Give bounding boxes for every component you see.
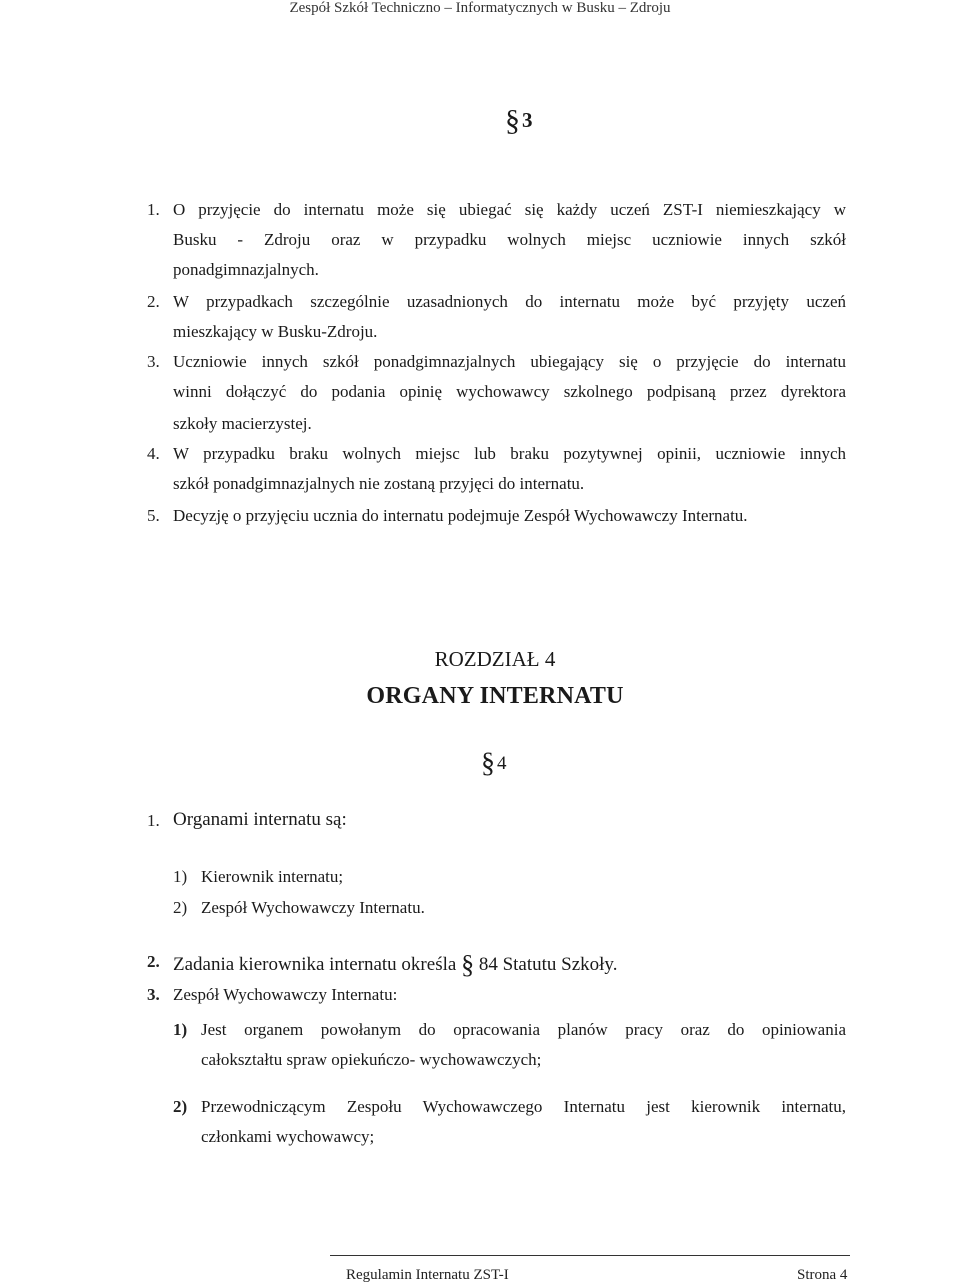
list-number: 4. bbox=[147, 444, 160, 463]
list-number: 1. bbox=[147, 811, 160, 830]
list-item-line: szkoły macierzystej. bbox=[173, 414, 312, 433]
section-3-heading bbox=[505, 104, 533, 138]
list-item-line: Uczniowie innych szkół ponadgimnazjalnych ubiegający się o przyjęcie do internatu bbox=[173, 352, 846, 371]
sublist-number: 2) bbox=[173, 898, 188, 917]
section-symbol: § bbox=[505, 104, 520, 137]
list-item-line: winni dołączyć do podania opinię wychowawcy szkolnego podpisaną przez dyrektora bbox=[173, 382, 846, 401]
chapter-name: ORGANY INTERNATU bbox=[366, 683, 624, 709]
sublist-item-line: Przewodniczącym Zespołu Wychowawczego Internatu jest kierownik internatu, bbox=[201, 1097, 846, 1116]
list-number: 5. bbox=[147, 506, 160, 525]
list-item-line: O przyjęcie do internatu może się ubiegać się każdy uczeń ZST-I niemieszkający w bbox=[173, 200, 846, 219]
list-item-line: szkół ponadgimnazjalnych nie zostaną przyjęci do internatu. bbox=[173, 474, 585, 493]
list-item-line: Organami internatu są: bbox=[173, 809, 347, 830]
footer-page-number: Strona 4 bbox=[797, 1267, 848, 1283]
page-header bbox=[0, 0, 960, 17]
section-number: 3 bbox=[522, 108, 533, 132]
sublist-number: 1) bbox=[173, 867, 188, 886]
item-text: Zadania kierownika internatu określa bbox=[173, 954, 457, 975]
list-item-line: Busku - Zdroju oraz w przypadku wolnych miejsc uczniowie innych szkół bbox=[173, 230, 846, 249]
list-number: 3. bbox=[147, 985, 160, 1004]
list-number: 2. bbox=[147, 952, 160, 971]
list-item-line: ponadgimnazjalnych. bbox=[173, 260, 319, 279]
list-item-line: Zespół Wychowawczy Internatu: bbox=[173, 985, 398, 1004]
footer-divider bbox=[330, 1255, 850, 1256]
section-symbol: § bbox=[461, 950, 475, 979]
sublist-number: 2) bbox=[173, 1097, 188, 1116]
list-item-line bbox=[173, 950, 617, 980]
list-number: 2. bbox=[147, 292, 160, 311]
item-text: 84 Statutu Szkoły. bbox=[478, 954, 618, 975]
chapter-title: ROZDZIAŁ 4 bbox=[434, 647, 556, 671]
section-number: 4 bbox=[497, 753, 507, 774]
list-item-line: W przypadku braku wolnych miejsc lub braku pozytywnej opinii, uczniowie innych bbox=[173, 444, 846, 463]
list-item-line: W przypadkach szczególnie uzasadnionych do internatu może być przyjęty uczeń bbox=[173, 292, 846, 311]
list-number: 1. bbox=[147, 200, 160, 219]
header-title: Zespół Szkół Techniczno – Informatycznych w Busku – Zdroju bbox=[289, 0, 671, 16]
list-number: 3. bbox=[147, 352, 160, 371]
sublist-number: 1) bbox=[173, 1020, 188, 1039]
sublist-item-line: całokształtu spraw opiekuńczo- wychowawczych; bbox=[201, 1050, 542, 1069]
sublist-item: Kierownik internatu; bbox=[201, 867, 344, 886]
sublist-item: Zespół Wychowawczy Internatu. bbox=[201, 898, 425, 917]
list-item-line: Decyzję o przyjęciu ucznia do internatu podejmuje Zespół Wychowawczy Internatu. bbox=[173, 506, 748, 525]
sublist-item-line: Jest organem powołanym do opracowania planów pracy oraz do opiniowania bbox=[201, 1020, 846, 1039]
sublist-item-line: członkami wychowawcy; bbox=[201, 1127, 375, 1146]
section-4-heading bbox=[481, 748, 507, 780]
footer-left: Regulamin Internatu ZST-I bbox=[346, 1267, 509, 1283]
list-item-line: mieszkający w Busku-Zdroju. bbox=[173, 322, 378, 341]
section-symbol: § bbox=[481, 748, 495, 779]
